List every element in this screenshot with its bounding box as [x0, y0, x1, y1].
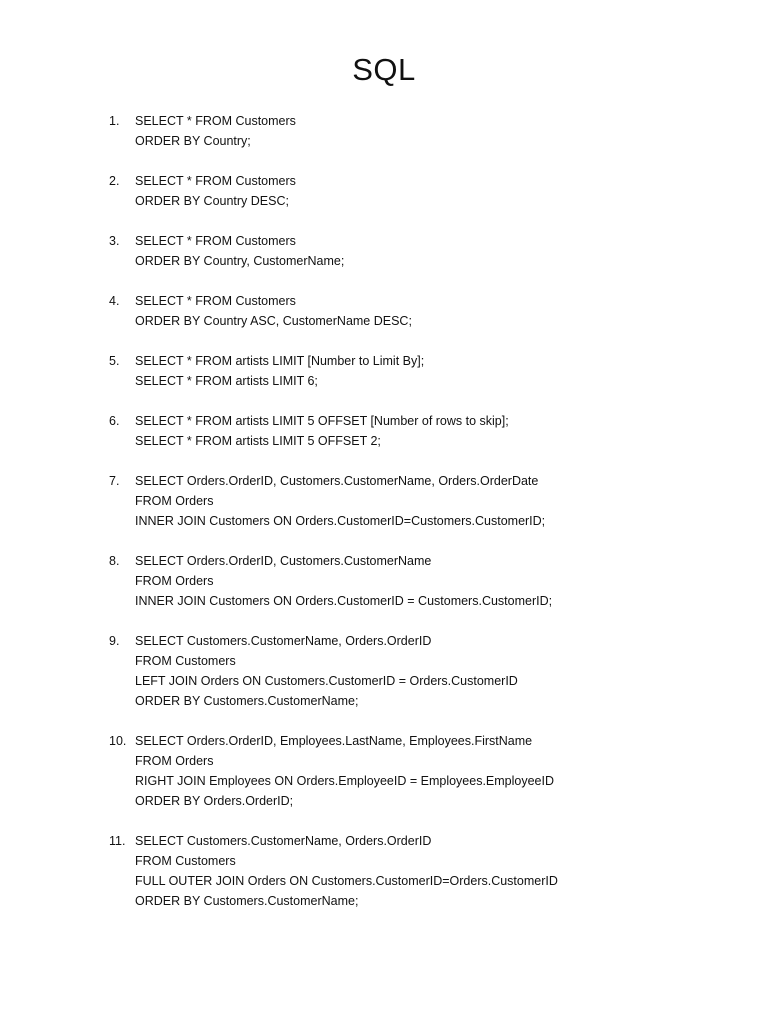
query-line: SELECT * FROM Customers: [135, 234, 296, 248]
query-lines: [135, 291, 729, 331]
query-line: SELECT Customers.CustomerName, Orders.OrderID: [135, 634, 432, 648]
query-item: [109, 111, 729, 151]
query-line: ORDER BY Orders.OrderID;: [135, 794, 294, 808]
query-list: [109, 111, 729, 931]
query-line: INNER JOIN Customers ON Orders.CustomerID=Customers.CustomerID;: [135, 514, 546, 528]
query-item: [109, 831, 729, 911]
page-title: SQL: [352, 52, 416, 87]
query-line: INNER JOIN Customers ON Orders.CustomerID = Customers.CustomerID;: [135, 594, 553, 608]
query-number: 8.: [109, 554, 120, 568]
query-line: FULL OUTER JOIN Orders ON Customers.CustomerID=Orders.CustomerID: [135, 874, 558, 888]
query-line: SELECT * FROM artists LIMIT 5 OFFSET 2;: [135, 434, 381, 448]
query-number: 3.: [109, 234, 120, 248]
query-line: FROM Orders: [135, 574, 214, 588]
query-lines: [135, 551, 729, 611]
query-item: [109, 351, 729, 391]
query-item: [109, 731, 729, 811]
query-line: SELECT * FROM Customers: [135, 174, 296, 188]
query-number: 6.: [109, 414, 120, 428]
query-number: 4.: [109, 294, 120, 308]
query-lines: [135, 111, 729, 151]
query-line: SELECT Orders.OrderID, Customers.CustomerName, Orders.OrderDate: [135, 474, 539, 488]
query-number: 1.: [109, 114, 120, 128]
query-item: [109, 471, 729, 531]
query-line: FROM Customers: [135, 654, 236, 668]
query-item: [109, 231, 729, 271]
query-lines: [135, 231, 729, 271]
query-item: [109, 411, 729, 451]
query-number: 9.: [109, 634, 120, 648]
query-line: RIGHT JOIN Employees ON Orders.EmployeeID = Employees.EmployeeID: [135, 774, 555, 788]
query-line: SELECT Orders.OrderID, Employees.LastName, Employees.FirstName: [135, 734, 533, 748]
query-line: SELECT * FROM artists LIMIT 5 OFFSET [Number of rows to skip];: [135, 414, 509, 428]
query-line: FROM Orders: [135, 494, 214, 508]
query-item: [109, 551, 729, 611]
query-line: ORDER BY Country ASC, CustomerName DESC;: [135, 314, 412, 328]
query-line: SELECT Customers.CustomerName, Orders.OrderID: [135, 834, 432, 848]
query-line: ORDER BY Customers.CustomerName;: [135, 894, 359, 908]
query-line: FROM Orders: [135, 754, 214, 768]
query-line: SELECT * FROM artists LIMIT 6;: [135, 374, 318, 388]
query-item: [109, 291, 729, 331]
query-line: SELECT Orders.OrderID, Customers.CustomerName: [135, 554, 432, 568]
query-line: SELECT * FROM artists LIMIT [Number to Limit By];: [135, 354, 425, 368]
query-line: ORDER BY Customers.CustomerName;: [135, 694, 359, 708]
query-number: 7.: [109, 474, 120, 488]
query-line: ORDER BY Country, CustomerName;: [135, 254, 345, 268]
query-item: [109, 631, 729, 711]
query-lines: [135, 631, 729, 711]
query-lines: [135, 731, 729, 811]
query-number: 10.: [109, 734, 127, 748]
query-line: SELECT * FROM Customers: [135, 294, 296, 308]
query-lines: [135, 411, 729, 451]
query-line: SELECT * FROM Customers: [135, 114, 296, 128]
query-line: FROM Customers: [135, 854, 236, 868]
query-number: 2.: [109, 174, 120, 188]
query-item: [109, 171, 729, 211]
query-line: LEFT JOIN Orders ON Customers.CustomerID = Orders.CustomerID: [135, 674, 518, 688]
query-lines: [135, 831, 729, 911]
query-line: ORDER BY Country;: [135, 134, 251, 148]
query-number: 11.: [109, 834, 126, 848]
query-lines: [135, 171, 729, 211]
query-lines: [135, 471, 729, 531]
query-lines: [135, 351, 729, 391]
query-line: ORDER BY Country DESC;: [135, 194, 289, 208]
query-number: 5.: [109, 354, 120, 368]
